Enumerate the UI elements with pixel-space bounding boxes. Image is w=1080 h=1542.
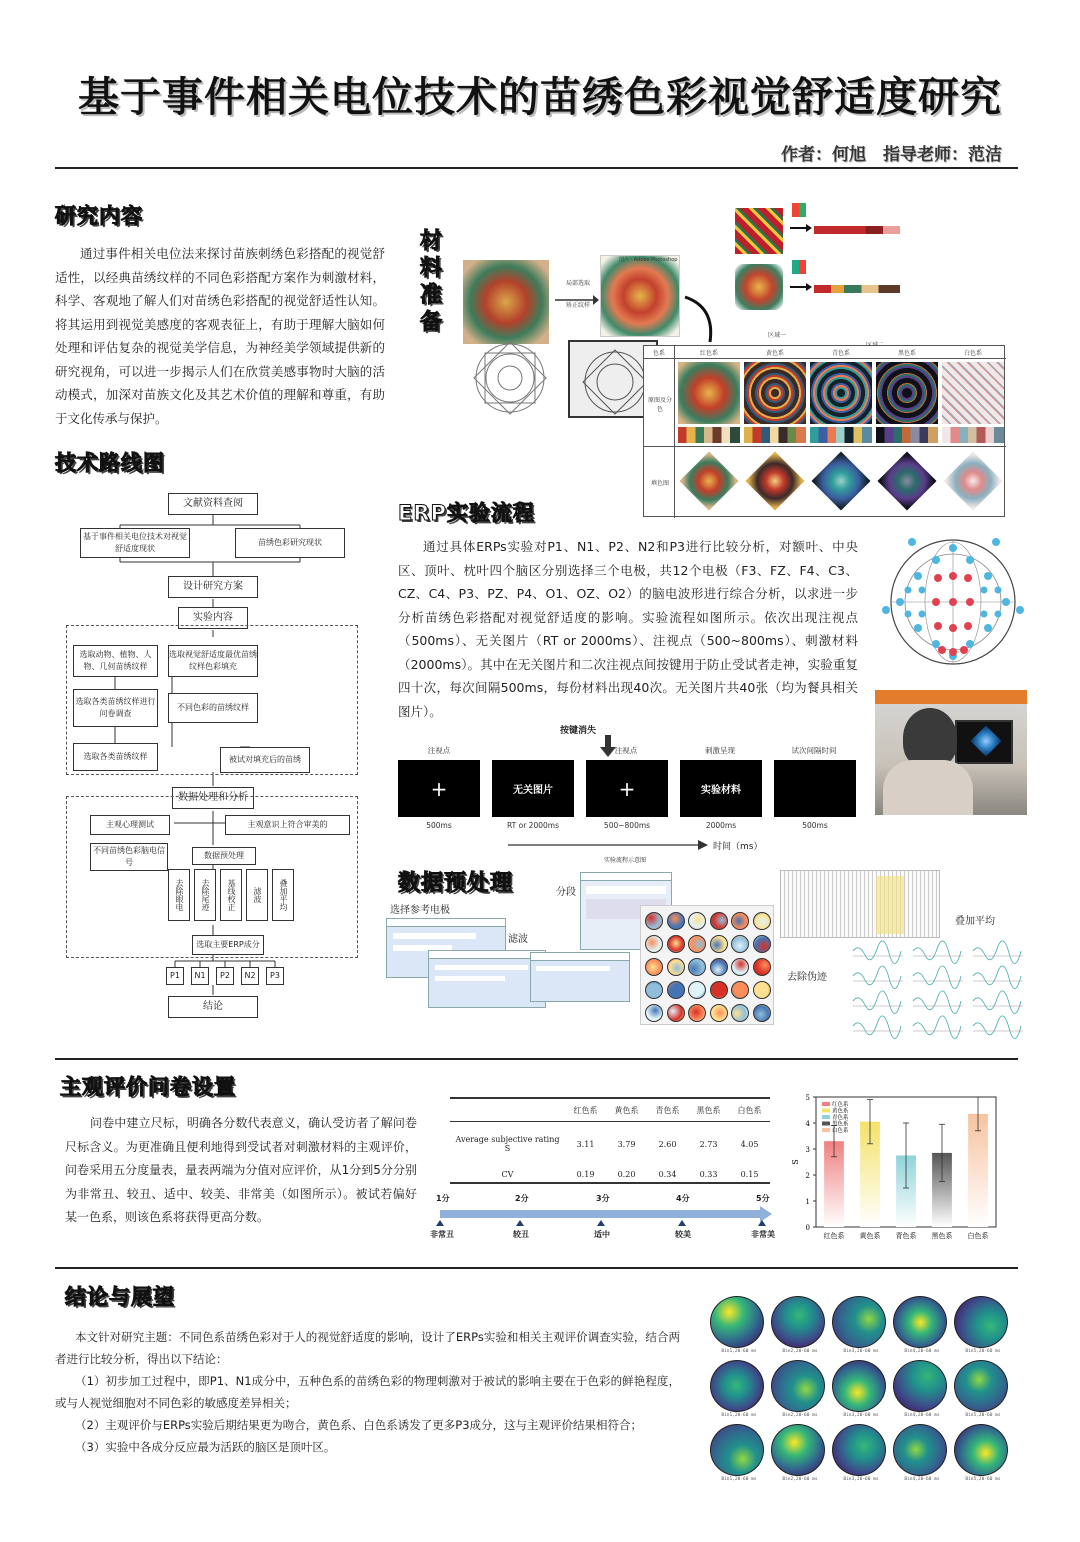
x-tick-label: 黑色系 xyxy=(931,1232,953,1240)
roadmap-step-5: 叠加平均 xyxy=(272,869,294,921)
flow-chart-title: 实验流程示意图 xyxy=(604,857,647,864)
legend-label: 青色系 xyxy=(832,1115,849,1121)
conclusion-heading: 结论与展望 xyxy=(65,1285,175,1309)
lab-photo xyxy=(875,690,1027,815)
y-tick-label: 5 xyxy=(805,1094,810,1102)
scale-label-2: 较丑 xyxy=(513,1230,529,1239)
ica-component-map xyxy=(710,1004,728,1022)
ica-component-map xyxy=(645,981,663,999)
red-swatch-sample xyxy=(735,208,783,254)
table-cell: 红色系 xyxy=(573,1106,598,1115)
original-embroidery-image xyxy=(463,260,549,344)
roadmap-literature: 文献资料查阅 xyxy=(168,493,258,515)
monitor-pattern xyxy=(970,725,1001,756)
ica-component-map xyxy=(645,958,663,976)
component-p3: P3 xyxy=(266,967,284,985)
x-tick-label: 红色系 xyxy=(823,1232,845,1240)
red-filled-pattern xyxy=(679,451,738,510)
stimulus-screen: 实验材料 xyxy=(680,760,762,817)
topo-map xyxy=(893,1360,947,1412)
ica-component-map xyxy=(645,912,663,930)
x-tick-label: 白色系 xyxy=(967,1232,989,1240)
table-cell: 0.20 xyxy=(617,1170,636,1179)
ica-component-map xyxy=(731,912,749,930)
legend-label: 白色系 xyxy=(832,1128,849,1134)
filter-dialog xyxy=(428,950,546,1008)
table-cell: 0.33 xyxy=(699,1170,718,1179)
rating-bar-chart xyxy=(790,1083,1010,1243)
conclusion-point-3: （3）实验中各成分反应最为活跃的脑区是顶叶区。 xyxy=(75,1440,336,1454)
section-divider xyxy=(55,1058,1018,1060)
yellow-filled-pattern xyxy=(745,451,804,510)
duration-2: RT or 2000ms xyxy=(507,821,559,830)
preprocess-heading: 数据预处理 xyxy=(398,871,514,896)
legend-label: 黄色系 xyxy=(832,1108,849,1115)
table-cell: 0.15 xyxy=(740,1170,759,1179)
row-filled-label: 填色图 xyxy=(650,480,669,487)
table-cell: 2.73 xyxy=(699,1139,718,1149)
topo-map xyxy=(893,1424,947,1476)
table-rule xyxy=(644,446,1006,447)
step-crop-label: 局部选取 xyxy=(566,280,591,287)
y-tick-label: 4 xyxy=(805,1120,810,1128)
palette-icon xyxy=(792,203,806,217)
rating-scale-bar xyxy=(436,1206,776,1228)
yellow-palette-strip xyxy=(744,427,806,443)
ica-component-map xyxy=(710,981,728,999)
roadmap-subjective-test: 主观心理测试 xyxy=(90,815,170,835)
legend-swatch xyxy=(822,1109,830,1113)
trial-label-3: 注视点 xyxy=(614,746,638,755)
artifact-rejection-waveforms xyxy=(780,870,940,938)
ica-component-map xyxy=(688,935,706,953)
arrow-icon xyxy=(790,282,812,292)
roadmap-eeg-signal: 不同苗绣色彩脑电信号 xyxy=(90,843,168,871)
ps-window-title: 图片 · Adobe Photoshop xyxy=(619,257,678,263)
ica-component-map xyxy=(731,981,749,999)
yellow-original-image xyxy=(744,362,806,424)
white-palette-strip xyxy=(942,427,1004,443)
scale-score-5: 5分 xyxy=(756,1194,770,1203)
row-original-label: 原图及分色 xyxy=(647,397,672,413)
materials-heading: 材料准备 xyxy=(420,229,444,335)
artifact-label: 去除伪迹 xyxy=(787,972,827,983)
research-heading: 研究内容 xyxy=(55,204,143,228)
curve-arrow-icon xyxy=(680,292,720,352)
black-filled-pattern xyxy=(877,451,936,510)
multi-color-strip xyxy=(814,285,900,293)
ica-component-map xyxy=(667,935,685,953)
topo-map-label: Bin2,20-60 ms xyxy=(782,1413,818,1418)
subject-body xyxy=(883,760,973,815)
legend-swatch xyxy=(822,1122,830,1126)
topo-map xyxy=(710,1360,764,1412)
legend-swatch xyxy=(822,1128,830,1132)
roadmap-design-plan: 设计研究方案 xyxy=(168,576,258,598)
red-original-image xyxy=(678,362,740,424)
cyan-original-image xyxy=(810,362,872,424)
color-header-red: 红色系 xyxy=(699,350,718,357)
component-p2: P2 xyxy=(216,967,234,985)
ica-component-map xyxy=(667,981,685,999)
section-divider xyxy=(55,1267,1018,1269)
electrode-map xyxy=(878,530,1028,670)
topo-map-label: Bin1,20-60 ms xyxy=(721,1413,757,1418)
fixation-screen-2: + xyxy=(586,760,668,817)
ica-component-map xyxy=(688,958,706,976)
table-cell: 0.19 xyxy=(576,1170,595,1179)
ica-component-map xyxy=(688,981,706,999)
ica-component-map xyxy=(753,958,771,976)
ica-component-map xyxy=(731,935,749,953)
scale-score-1: 1分 xyxy=(436,1194,450,1203)
component-n1: N1 xyxy=(191,967,209,985)
topography-maps xyxy=(710,1296,1010,1486)
topo-map-label: Bin5,20-60 ms xyxy=(965,1349,1001,1354)
topo-map-label: Bin3,20-60 ms xyxy=(843,1477,879,1482)
color-header-cyan: 青色系 xyxy=(831,350,850,357)
roadmap-best-fill: 选取视觉舒适度最优苗绣纹样色彩填充 xyxy=(168,645,258,677)
region-one-label: 区域一 xyxy=(768,332,787,339)
topo-map-label: Bin4,20-60 ms xyxy=(904,1413,940,1418)
fixation-screen-1: + xyxy=(398,760,480,817)
table-cell: 2.60 xyxy=(658,1139,677,1149)
topo-map-label: Bin2,20-60 ms xyxy=(782,1349,818,1354)
ica-component-map xyxy=(731,958,749,976)
survey-body: 问卷中建立尺标，明确各分数代表意义，确认受访者了解问卷尺标含义。为更准确且便利地得到受试者对刺激材料的主观评价，问卷采用五分度量表，量表两端为分值对应评价，从1分到5分分别为非常丑、较丑、适中、较美、非常美（如图所示）。被试若偏好某一色系，则该色系将获得更高分数。 xyxy=(65,1116,417,1224)
roadmap-step-3: 基线校正 xyxy=(220,869,242,921)
color-header-white: 白色系 xyxy=(963,350,982,357)
duration-5: 500ms xyxy=(802,821,828,830)
topo-map xyxy=(954,1424,1008,1476)
red-color-strip xyxy=(814,226,900,234)
ica-component-map xyxy=(731,1004,749,1022)
roadmap-questionnaire: 选取各类苗绣纹样进行问卷调查 xyxy=(73,689,158,727)
step-correct-label: 矫正纹样 xyxy=(566,302,591,309)
topo-map-label: Bin4,20-60 ms xyxy=(904,1477,940,1482)
table-row xyxy=(450,1160,770,1186)
ica-component-map xyxy=(688,912,706,930)
table-cell: 黑色系 xyxy=(696,1106,721,1115)
roadmap-step-1: 去除眼电 xyxy=(168,869,190,921)
topo-map xyxy=(832,1360,886,1412)
scale-label-5: 非常美 xyxy=(751,1230,775,1239)
white-filled-pattern xyxy=(943,451,1002,510)
averaged-erp-waveforms xyxy=(848,936,1023,1041)
header-divider xyxy=(55,167,1018,169)
ica-topography-grid xyxy=(640,905,774,1025)
topo-map xyxy=(710,1296,764,1348)
x-tick-label: 黄色系 xyxy=(859,1232,881,1240)
roadmap-subject-filled: 被试对填充后的苗绣 xyxy=(220,747,310,773)
table-cell: 3.79 xyxy=(617,1139,636,1149)
average-label: 叠加平均 xyxy=(955,916,995,927)
topo-map xyxy=(832,1424,886,1476)
roadmap-color-patterns: 不同色彩的苗绣纹样 xyxy=(168,693,258,723)
author-line: 作者：何旭 指导老师：范洁 xyxy=(781,145,1002,165)
research-body: 通过事件相关电位法来探讨苗族刺绣色彩搭配的视觉舒适性，以经典苗绣纹样的不同色彩搭配方案作为刺激材料，科学、客观地了解人们对苗绣色彩搭配的视觉舒适性认知。将其运用到视觉美感度的客观表征上，有助于理解大脑如何处理和评估复杂的视觉美学信息，为神经美学领域提供新的研究视角，可以进一步揭示人们在欣赏美感事物时大脑的活动模式，加深对苗族文化及其艺术价值的理解和尊重，有助于文化传承与保护。 xyxy=(55,246,385,426)
ica-component-map xyxy=(710,912,728,930)
duration-1: 500ms xyxy=(426,821,452,830)
table-cell xyxy=(450,1098,565,1123)
conclusion-point-2: （2）主观评价与ERPs实验后期结果更为吻合，黄色系、白色系诱发了更多P3成分，这与主观评价结果相符合； xyxy=(75,1418,643,1432)
white-original-image xyxy=(942,362,1004,424)
lab-monitor xyxy=(955,720,1013,764)
topo-map xyxy=(710,1424,764,1476)
roadmap-conclusion: 结论 xyxy=(168,996,258,1018)
rating-table xyxy=(450,1098,770,1186)
ica-component-map xyxy=(645,935,663,953)
palette-icon xyxy=(792,260,806,274)
irrelevant-image-screen: 无关图片 xyxy=(492,760,574,817)
filter-options-dialog xyxy=(530,952,630,1002)
roadmap-embroidery-status: 苗绣色彩研究现状 xyxy=(235,528,345,558)
topo-map-label: Bin2,20-60 ms xyxy=(782,1477,818,1482)
color-header-black: 黑色系 xyxy=(897,350,916,357)
roadmap-step-4: 滤波 xyxy=(246,869,268,921)
ica-component-map xyxy=(667,1004,685,1022)
roadmap-aesthetic: 主观意识上符合审美的 xyxy=(225,815,350,835)
line-art-pattern xyxy=(470,338,550,418)
scale-label-4: 较美 xyxy=(675,1230,691,1239)
table-rule xyxy=(674,346,675,518)
scale-score-4: 4分 xyxy=(676,1194,690,1203)
roadmap-experiment-content: 实验内容 xyxy=(178,607,248,629)
topo-map-label: Bin4,20-60 ms xyxy=(904,1349,940,1354)
scale-label-3: 适中 xyxy=(594,1230,610,1239)
topo-map-label: Bin5,20-60 ms xyxy=(965,1477,1001,1482)
ica-component-map xyxy=(753,1004,771,1022)
time-axis-arrow xyxy=(508,838,708,852)
red-palette-strip xyxy=(678,427,740,443)
erp-heading: ERP实验流程 xyxy=(398,501,535,525)
ica-component-map xyxy=(753,981,771,999)
ica-component-map xyxy=(667,958,685,976)
roadmap-step-2: 去除尾迹 xyxy=(194,869,216,921)
component-p1: P1 xyxy=(166,967,184,985)
duration-4: 2000ms xyxy=(705,821,737,830)
conclusion-point-1: （1）初步加工过程中，即P1、N1成分中，五种色系的苗绣色彩的物理刺激对于被试的影响主要在于色彩的鲜艳程度，或与人视觉细胞对不同色彩的敏感度差异相关； xyxy=(55,1374,680,1410)
filter-label: 滤波 xyxy=(508,934,528,945)
roadmap-select-patterns: 选取动物、植物、人物、几何苗绣纹样 xyxy=(73,645,158,677)
pattern-swatch-sample xyxy=(735,264,783,310)
y-tick-label: 2 xyxy=(805,1172,810,1180)
topo-map-label: Bin1,20-60 ms xyxy=(721,1477,757,1482)
legend-label: 红色系 xyxy=(832,1102,849,1108)
topo-map xyxy=(954,1296,1008,1348)
table-cell: 4.05 xyxy=(740,1139,759,1149)
table-rule xyxy=(644,358,1006,359)
black-original-image xyxy=(876,362,938,424)
black-palette-strip xyxy=(876,427,938,443)
topo-map-label: Bin5,20-60 ms xyxy=(965,1413,1001,1418)
cyan-palette-strip xyxy=(810,427,872,443)
legend-label: 黑色系 xyxy=(832,1121,849,1128)
topo-map-label: Bin3,20-60 ms xyxy=(843,1349,879,1354)
topo-map xyxy=(771,1296,825,1348)
roadmap-erp-status: 基于事件相关电位技术对视觉舒适度现状 xyxy=(80,528,190,558)
duration-3: 500~800ms xyxy=(603,821,651,830)
erp-body: 通过具体ERPs实验对P1、N1、P2、N2和P3进行比较分析，对额叶、中央区、顶叶、枕叶四个脑区分别选择三个电极，共12个电极（F3、FZ、F4、C3、CZ、C4、P3、PZ、P4、O1、OZ、O2）的脑电波形进行综合分析，以求进一步分析苗绣色彩搭配对视觉舒适度的影响。实验流程如图所示。依次出现注视点（500ms）、无关图片（RT or 2000ms）、注视点（500~800ms）、刺激材料（2000ms）。其中在无关图片和二次注视点间按键用于防止受试者走神，实验重复四十次，每次间隔500ms，每份材料出现40次。无关图片共40张（均为餐具相关图片）。 xyxy=(398,539,858,719)
trial-label-4: 刺激呈现 xyxy=(705,746,735,755)
roadmap-erp-components: 选取主要ERP成分 xyxy=(192,935,264,955)
ica-component-map xyxy=(753,912,771,930)
table-header-row xyxy=(450,1098,770,1123)
legend-swatch xyxy=(822,1102,830,1106)
roadmap-heading: 技术路线图 xyxy=(55,451,165,475)
conclusion-intro: 本文针对研究主题：不同色系苗绣色彩对于人的视觉舒适度的影响，设计了ERPs实验和相关主观评价调查实验，结合两者进行比较分析，得出以下结论： xyxy=(55,1330,680,1366)
scale-label-1: 非常丑 xyxy=(430,1230,454,1239)
table-cell: 3.11 xyxy=(576,1139,595,1149)
y-tick-label: 0 xyxy=(805,1224,810,1232)
arrow-icon xyxy=(790,223,812,233)
rejected-segment-highlight xyxy=(876,876,904,934)
color-scheme-table xyxy=(643,345,1005,517)
scale-score-3: 3分 xyxy=(596,1194,610,1203)
color-col-header: 色系 xyxy=(652,350,665,357)
roadmap-data-analysis: 数据处理和分析 xyxy=(172,787,254,809)
table-row xyxy=(450,1123,770,1160)
ica-component-map xyxy=(688,1004,706,1022)
topo-map xyxy=(832,1296,886,1348)
table-cell: 0.34 xyxy=(658,1170,677,1179)
interval-screen xyxy=(774,760,856,817)
lab-wall-stripe xyxy=(875,690,1027,704)
survey-heading: 主观评价问卷设置 xyxy=(60,1075,236,1099)
topo-map xyxy=(954,1360,1008,1412)
y-tick-label: 3 xyxy=(805,1146,810,1154)
table-cell: 白色系 xyxy=(737,1106,762,1115)
x-tick-label: 青色系 xyxy=(895,1232,917,1240)
y-tick-label: 1 xyxy=(805,1198,810,1206)
table-cell: 青色系 xyxy=(655,1106,680,1115)
topo-map-label: Bin3,20-60 ms xyxy=(843,1413,879,1418)
page-title: 基于事件相关电位技术的苗绣色彩视觉舒适度研究 xyxy=(78,73,1002,121)
ica-component-map xyxy=(710,958,728,976)
reference-label: 选择参考电极 xyxy=(390,905,450,916)
trial-label-1: 注视点 xyxy=(427,746,451,755)
topo-map-label: Bin1,20-60 ms xyxy=(721,1349,757,1354)
subject-head xyxy=(903,708,957,768)
roadmap-preprocess: 数据预处理 xyxy=(192,847,256,865)
topo-map xyxy=(771,1424,825,1476)
table-cell: Average subjective rating S xyxy=(455,1135,560,1153)
table-cell: CV xyxy=(501,1170,514,1179)
key-press-label: 按键消失 xyxy=(560,726,597,736)
time-axis-label: 时间（ms） xyxy=(713,842,763,852)
component-n2: N2 xyxy=(241,967,259,985)
roadmap-select-types: 选取各类苗绣纹样 xyxy=(73,743,158,771)
table-cell: 黄色系 xyxy=(614,1106,639,1115)
scale-score-2: 2分 xyxy=(515,1194,529,1203)
segment-label: 分段 xyxy=(556,887,576,898)
ica-component-map xyxy=(645,1004,663,1022)
corrected-pattern-image xyxy=(600,255,680,337)
topo-map xyxy=(771,1360,825,1412)
ica-component-map xyxy=(667,912,685,930)
legend-swatch xyxy=(822,1115,830,1119)
trial-label-5: 试次间隔时间 xyxy=(791,746,837,755)
topo-map xyxy=(893,1296,947,1348)
ica-component-map xyxy=(753,935,771,953)
y-axis-label: S xyxy=(791,1159,800,1165)
cyan-filled-pattern xyxy=(811,451,870,510)
color-header-yellow: 黄色系 xyxy=(765,350,784,357)
ica-component-map xyxy=(710,935,728,953)
